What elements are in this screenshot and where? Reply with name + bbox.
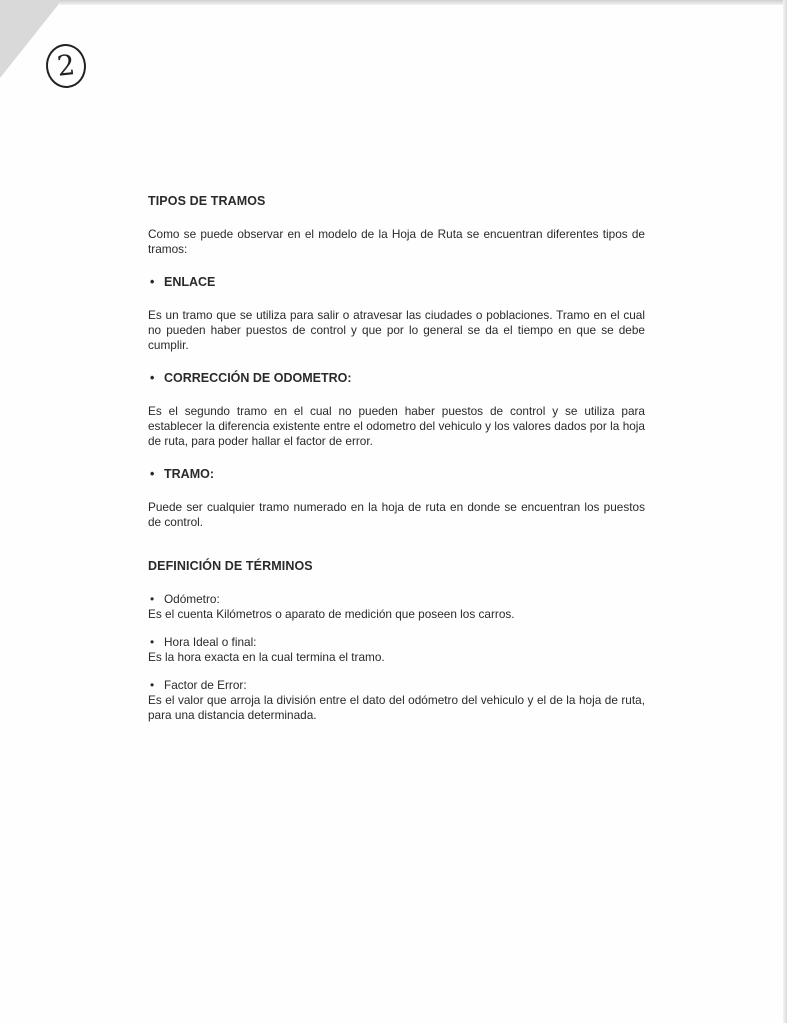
term-definition: Es la hora exacta en la cual termina el tramo. <box>148 650 385 664</box>
handwritten-page-number: 2 <box>44 42 88 90</box>
term-hora-ideal <box>148 635 645 650</box>
section-title-tipos-de-tramos: TIPOS DE TRAMOS <box>148 194 266 208</box>
term-label: Factor de Error: <box>164 678 247 692</box>
bullet-label: CORRECCIÓN DE ODOMETRO: <box>164 371 352 385</box>
term-factor-error <box>148 678 645 693</box>
tramo-paragraph: Puede ser cualquier tramo numerado en la hoja de ruta en donde se encuentran los puestos de control. <box>148 500 645 529</box>
term-definition: Es el valor que arroja la división entre el dato del odómetro del vehiculo y el de la hoja de ruta, para una distancia determinada. <box>148 693 645 722</box>
term-label: Hora Ideal o final: <box>164 635 257 649</box>
bullet-label: ENLACE <box>164 275 216 289</box>
bullet-correccion-odometro <box>148 371 645 386</box>
term-definition: Es el cuenta Kilómetros o aparato de medición que poseen los carros. <box>148 607 515 621</box>
bullet-tramo <box>148 467 645 482</box>
enlace-paragraph: Es un tramo que se utiliza para salir o atravesar las ciudades o poblaciones. Tramo en el cual no pueden haber puestos de control y que por lo general se da el tiempo en que se debe cumplir. <box>148 308 645 352</box>
section-title-definicion-terminos: DEFINICIÓN DE TÉRMINOS <box>148 559 313 573</box>
bullet-icon: • <box>150 467 155 481</box>
intro-paragraph: Como se puede observar en el modelo de la Hoja de Ruta se encuentran diferentes tipos de tramos: <box>148 227 645 256</box>
correccion-paragraph: Es el segundo tramo en el cual no pueden haber puestos de control y se utiliza para establecer la diferencia existente entre el odometro del vehiculo y los valores dados por la hoja de ruta, para poder hallar el factor de error. <box>148 404 645 448</box>
bullet-icon: • <box>150 371 155 385</box>
bullet-icon: • <box>150 678 155 692</box>
bullet-icon: • <box>150 592 155 606</box>
scan-right-edge <box>783 0 787 1023</box>
bullet-icon: • <box>150 275 155 289</box>
scan-top-edge <box>60 0 787 5</box>
term-label: Odómetro: <box>164 592 220 606</box>
document-body <box>148 194 645 736</box>
term-odometro <box>148 592 645 607</box>
bullet-enlace <box>148 275 645 290</box>
bullet-label: TRAMO: <box>164 467 214 481</box>
bullet-icon: • <box>150 635 155 649</box>
